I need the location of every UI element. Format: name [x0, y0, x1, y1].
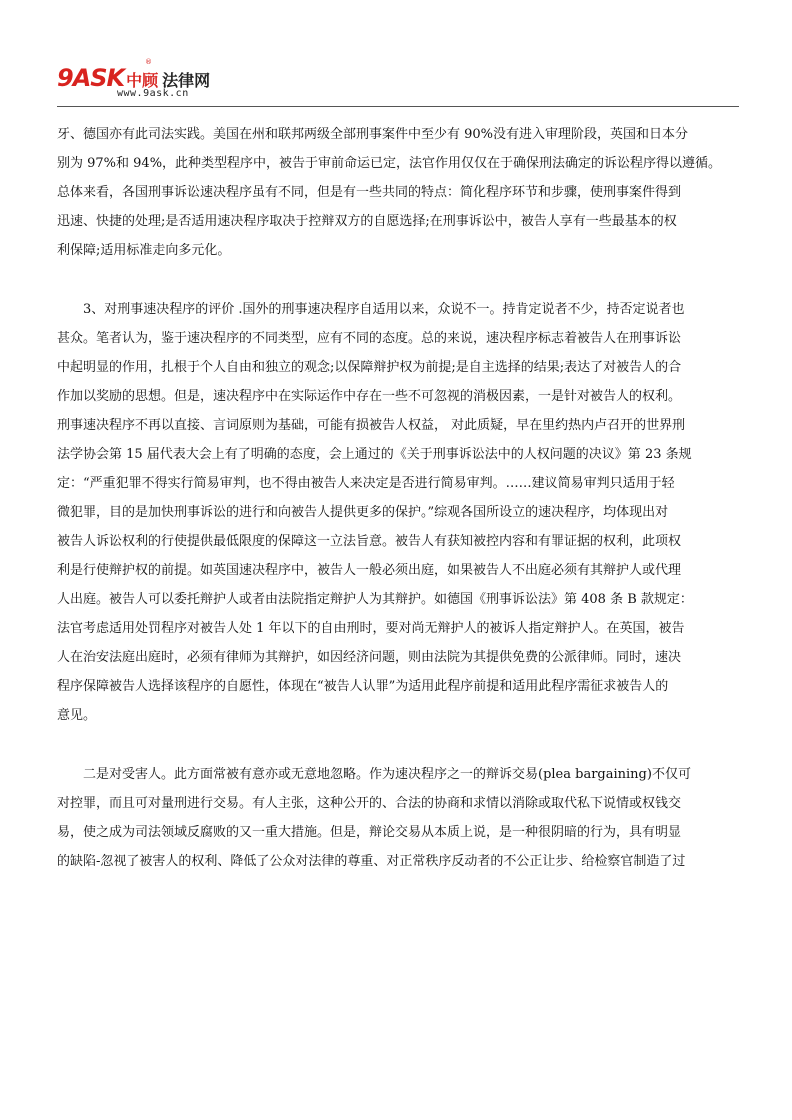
text-line: 二是对受害人。此方面常被有意亦或无意地忽略。作为速决程序之一的辩诉交易(plea bargaining)不仅可 — [83, 767, 691, 782]
text-line: 迅速、快捷的处理;是否适用速决程序取决于控辩双方的自愿选择;在刑事诉讼中，被告人享有一些最基本的权 — [57, 214, 677, 229]
paragraph — [57, 295, 743, 730]
text-line: 微犯罪，目的是加快刑事诉讼的进行和向被告人提供更多的保护。”综观各国所设立的速决程序，均体现出对 — [57, 505, 669, 520]
document-body — [57, 120, 743, 876]
text-line: 别为 97%和 94%，此种类型程序中，被告于审前命运已定，法官作用仅仅在于确保刑法确定的诉讼程序得以遵循。 — [57, 156, 722, 171]
registered-mark: ® — [145, 58, 152, 66]
text-line: 法官考虑适用处罚程序对被告人处 1 年以下的自由刑时，要对尚无辩护人的被诉人指定辩护人。在英国，被告 — [57, 621, 685, 636]
text-line: 中起明显的作用，扎根于个人自由和独立的观念;以保障辩护权为前提;是自主选择的结果;表达了对被告人的合 — [57, 360, 682, 375]
text-line: 定：“严重犯罪不得实行简易审判，也不得由被告人来决定是否进行简易审判。……建议简易审判只适用于轻 — [57, 476, 675, 491]
logo-url: www.9ask.cn — [117, 88, 189, 99]
text-line: 总体来看，各国刑事诉讼速决程序虽有不同，但是有一些共同的特点：简化程序环节和步骤，使刑事案件得到 — [57, 185, 682, 200]
text-line: 利保障;适用标准走向多元化。 — [57, 243, 231, 258]
paragraph-gap — [57, 265, 743, 295]
text-line: 刑事速决程序不再以直接、言词原则为基础，可能有损被告人权益， 对此质疑，早在里约热内卢召开的世界刑 — [57, 418, 686, 433]
text-line: 法学协会第 15 届代表大会上有了明确的态度，会上通过的《关于刑事诉讼法中的人权问题的决议》第 23 条规 — [57, 447, 692, 462]
text-line: 人在治安法庭出庭时，必须有律师为其辩护，如因经济问题，则由法院为其提供免费的公派律师。同时，速决 — [57, 650, 682, 665]
text-line: 甚众。笔者认为，鉴于速决程序的不同类型，应有不同的态度。总的来说，速决程序标志着被告人在刑事诉讼 — [57, 331, 682, 346]
text-line: 对控罪，而且可对量刑进行交易。有人主张，这种公开的、合法的协商和求情以消除或取代私下说情或权钱交 — [57, 796, 682, 811]
paragraph — [57, 760, 743, 876]
text-line: 程序保障被告人选择该程序的自愿性，体现在“被告人认罪”为适用此程序前提和适用此程序需征求被告人的 — [57, 679, 669, 694]
text-line: 人出庭。被告人可以委托辩护人或者由法院指定辩护人为其辩护。如德国《刑事诉讼法》第 408 条 B 款规定： — [57, 592, 693, 607]
text-line: 意见。 — [57, 708, 97, 723]
paragraph — [57, 120, 743, 265]
text-line: 易，使之成为司法领域反腐败的又一重大措施。但是，辩论交易从本质上说，是一种很阴暗的行为，具有明显 — [57, 825, 682, 840]
header-divider — [57, 106, 739, 107]
logo-mark: 9ASK — [57, 64, 125, 92]
paragraph-gap — [57, 730, 743, 760]
text-line: 被告人诉讼权利的行使提供最低限度的保障这一立法旨意。被告人有获知被控内容和有罪证据的权利，此项权 — [57, 534, 682, 549]
logo-name-black: 法律网 — [162, 71, 211, 90]
text-line: 作加以奖励的思想。但是，速决程序中在实际运作中存在一些不可忽视的消极因素，一是针对被告人的权利。 — [57, 389, 682, 404]
text-line: 利是行使辩护权的前提。如英国速决程序中，被告人一般必须出庭，如果被告人不出庭必须有其辩护人或代理 — [57, 563, 682, 578]
logo-name-red: 中顾 — [126, 71, 159, 90]
text-line: 3、对刑事速决程序的评价 .国外的刑事速决程序自适用以来，众说不一。持肯定说者不少，持否定说者也 — [83, 302, 685, 317]
text-line: 的缺陷-忽视了被害人的权利、降低了公众对法律的尊重、对正常秩序反动者的不公正让步、给检察官制造了过 — [57, 854, 686, 869]
page-header — [57, 58, 739, 108]
text-line: 牙、德国亦有此司法实践。美国在州和联邦两级全部刑事案件中至少有 90%没有进入审理阶段，英国和日本分 — [57, 127, 689, 142]
